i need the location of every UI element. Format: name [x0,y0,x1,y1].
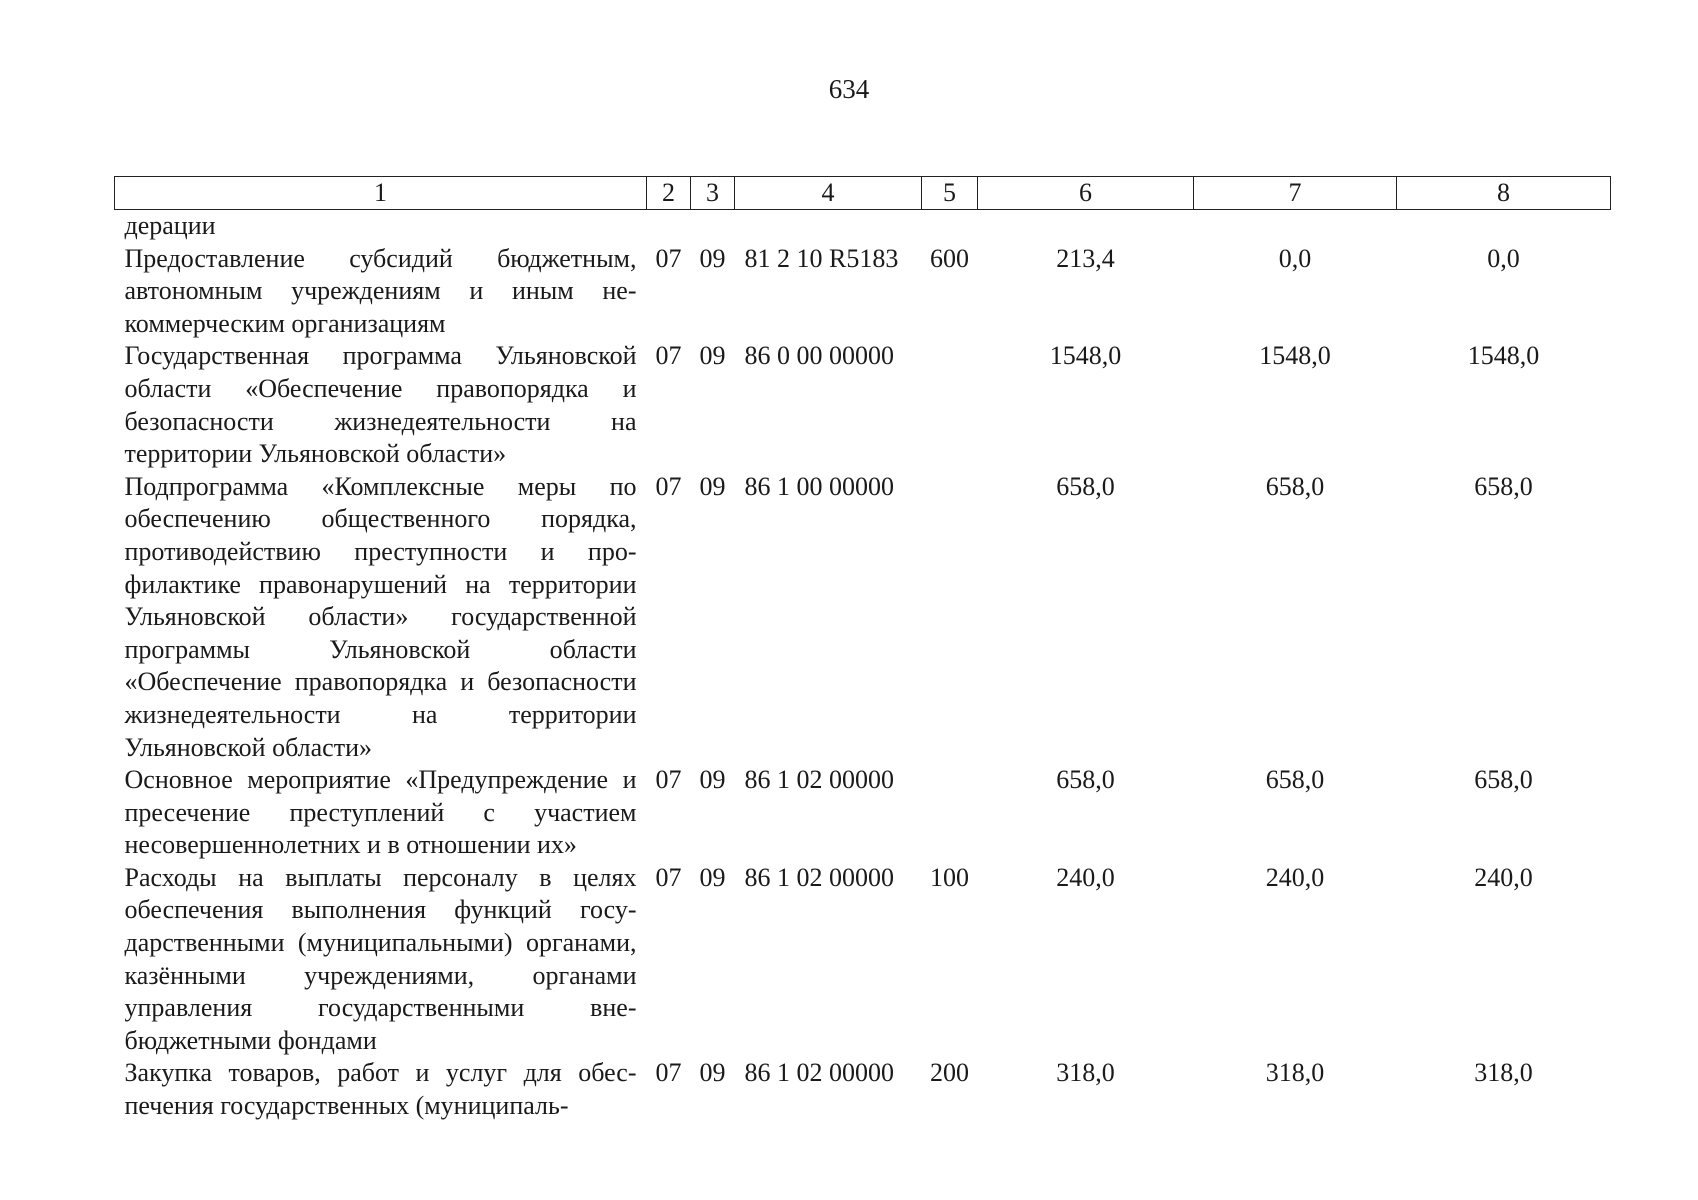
row-amount-col8: 658,0 [1474,765,1533,795]
row-amount-col8: 1548,0 [1467,341,1540,371]
row-amount-col6: 658,0 [1056,471,1115,501]
row-amount-col7 [1194,210,1397,243]
row-subsection-code: 09 [699,765,726,795]
row-expense-type [922,471,978,764]
row-subsection-code: 09 [699,1058,726,1088]
header-col-3: 3 [691,177,735,210]
row-subsection-code: 09 [699,243,726,273]
row-amount-col8: 0,0 [1487,243,1520,273]
row-amount-col7: 1548,0 [1259,341,1331,371]
row-expense-type [922,210,978,243]
row-section-code [647,210,691,243]
row-expense-type [922,764,978,862]
row-subsection-code: 09 [699,341,726,371]
row-section-code: 07 [655,1058,682,1088]
row-description: Основное мероприятие «Предупреждение и пресечение преступлений с участием несовершеннолетних и в отношении их» [124,765,637,860]
row-target-article: 86 1 02 00000 [744,862,894,892]
row-target-article: 86 0 00 00000 [744,341,894,371]
row-expense-type: 200 [930,1058,969,1088]
row-description: Закупка товаров, работ и услуг для обеспечения государственных (муниципаль- [124,1058,637,1121]
row-section-code: 07 [655,341,682,371]
row-amount-col6 [978,210,1194,243]
row-subsection-code: 09 [699,471,726,501]
row-amount-col8: 240,0 [1474,862,1533,892]
row-description: Подпрограмма «Комплексные меры по обеспечению общественного порядка, противодействию преступности и профилактике правонарушений на территории Ульяновской области» государственной программы Ульяновской области «Обеспечение правопорядка и безопасности жизнедеятельности на территории Ульяновской области» [124,471,637,762]
row-section-code: 07 [655,765,682,795]
header-col-8: 8 [1397,177,1611,210]
header-col-4: 4 [735,177,922,210]
row-section-code: 07 [655,243,682,273]
row-amount-col6: 213,4 [1056,243,1115,273]
row-subsection-code [691,210,735,243]
row-expense-type: 100 [930,862,969,892]
row-section-code: 07 [655,471,682,501]
row-description: Расходы на выплаты персоналу в целях обеспечения выполнения функций государственными (муниципальными) органами, казёнными учреждениями, органами управления государственными внебюджетными фондами [124,862,637,1055]
header-col-6: 6 [978,177,1194,210]
header-col-2: 2 [647,177,691,210]
budget-table-grid [114,176,1611,1123]
row-amount-col6: 318,0 [1056,1058,1115,1088]
row-amount-col6: 658,0 [1056,765,1115,795]
row-description: дерации [124,211,216,240]
table-row [115,862,1611,1058]
row-description: Предоставление субсидий бюджетным, автономным учреждениям и иным некоммерческим организациям [124,243,637,338]
row-amount-col8 [1397,210,1611,243]
table-row [115,471,1611,764]
row-amount-col8: 318,0 [1474,1058,1533,1088]
row-subsection-code: 09 [699,862,726,892]
row-amount-col7: 658,0 [1265,471,1325,501]
row-target-article: 81 2 10 R5183 [744,243,899,273]
row-section-code: 07 [655,862,682,892]
row-target-article: 86 1 00 00000 [744,471,894,501]
table-row [115,210,1611,243]
table-row [115,764,1611,862]
table-row [115,340,1611,470]
header-row [115,177,1611,210]
row-amount-col7: 240,0 [1265,862,1325,892]
table-row [115,243,1611,341]
budget-table [114,176,1610,1123]
row-description: Государственная программа Ульяновской области «Обеспечение правопорядка и безопасности жизнедеятельности на территории Ульяновской области» [124,341,637,469]
row-amount-col8: 658,0 [1474,471,1533,501]
page-number: 634 [828,74,870,104]
row-amount-col6: 1548,0 [1049,341,1122,371]
header-col-1: 1 [115,177,647,210]
row-target-article: 86 1 02 00000 [744,765,894,795]
row-expense-type: 600 [930,243,969,273]
row-amount-col6: 240,0 [1056,862,1115,892]
row-amount-col7: 658,0 [1265,765,1325,795]
row-target-article [735,210,922,243]
row-amount-col7: 0,0 [1278,243,1312,273]
row-target-article: 86 1 02 00000 [744,1058,894,1088]
row-amount-col7: 318,0 [1265,1058,1325,1088]
header-col-5: 5 [922,177,978,210]
header-col-7: 7 [1194,177,1397,210]
row-expense-type [922,340,978,470]
table-row [115,1057,1611,1122]
